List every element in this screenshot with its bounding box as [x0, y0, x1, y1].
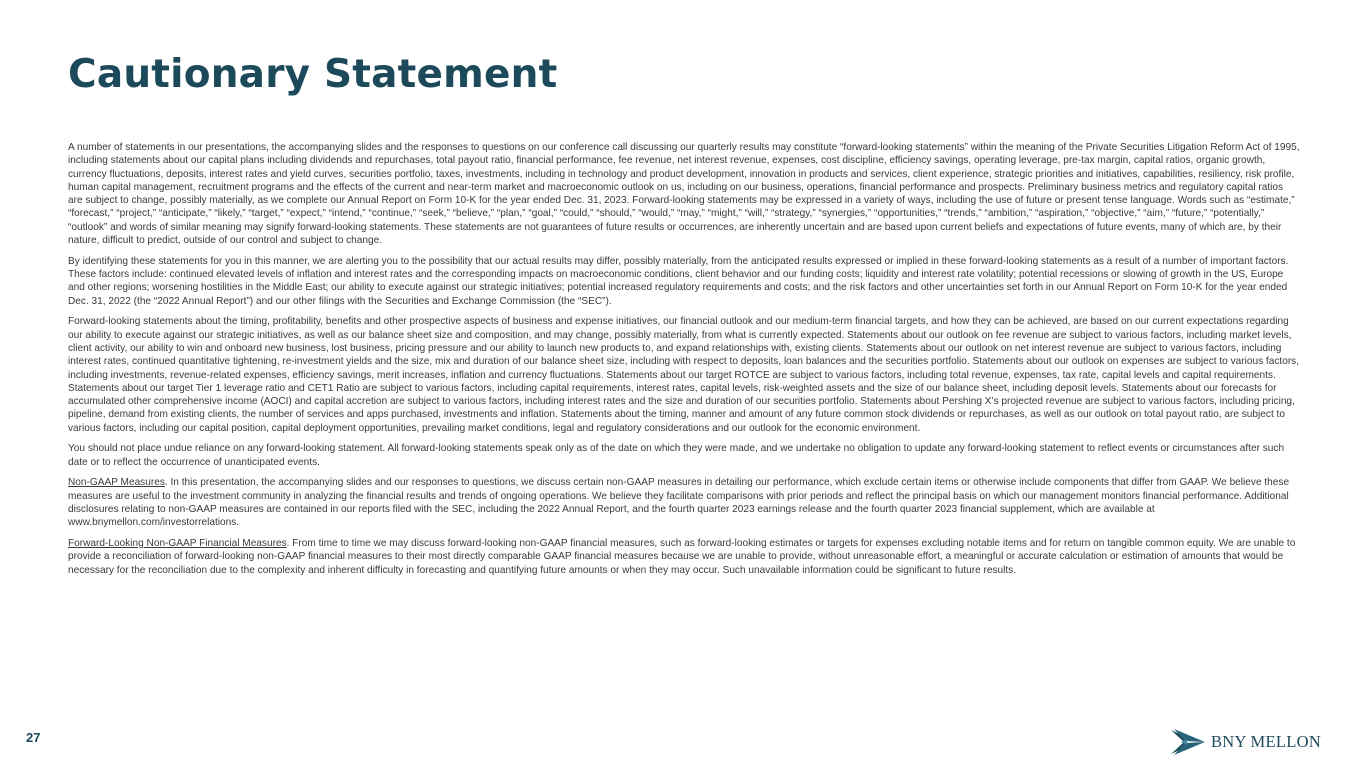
forward-non-gaap-heading: Forward-Looking Non-GAAP Financial Measures [68, 537, 287, 549]
paragraph-forward-looking: A number of statements in our presentations, the accompanying slides and the responses to questions on our conference call discussing our quarterly results may constitute “forward-looking statements” within the meaning of the Private Securities Litigation Reform Act of 1995, including statements about our capital plans including dividends and repurchases, total payout ratio, financial performance, fee revenue, net interest revenue, expenses, cost discipline, efficiency savings, operating leverage, pre-tax margin, capital ratios, organic growth, currency fluctuations, deposits, interest rates and yield curves, securities portfolio, taxes, investments, including in technology and product development, innovation in products and services, client experience, strategic priorities and initiatives, capabilities, resiliency, risk profile, human capital management, recruitment programs and the effects of the current and near-term market and macroeconomic outlook on us, including on our business, operations, financial performance and prospects. Preliminary business metrics and regulatory capital ratios are subject to change, possibly materially, as we complete our Annual Report on Form 10-K for the year ended Dec. 31, 2023. Forward-looking statements may be expressed in a variety of ways, including the use of future or present tense language. Words such as “estimate,” “forecast,” “project,” “anticipate,” “likely,” “target,” “expect,” “intend,” “continue,” “seek,” “believe,” “plan,” “goal,” “could,” “should,” “would,” “may,” “might,” “will,” “strategy,” “synergies,” “opportunities,” “trends,” “ambition,” “aspiration,” “objective,” “aim,” “future,” “potentially,” “outlook” and words of similar meaning may signify forward-looking statements. These statements are not guarantees of future results or occurrences, are inherently uncertain and are based upon current beliefs and expectations of future events, many of which are, by their nature, difficult to predict, outside of our control and subject to change. [68, 142, 1300, 247]
paragraph-risk-factors: By identifying these statements for you in this manner, we are alerting you to the possibility that our actual results may differ, possibly materially, from the anticipated results expressed or implied in these forward-looking statements as a result of a number of important factors. These factors include: continued elevated levels of inflation and interest rates and the corresponding impacts on macroeconomic conditions, client behavior and our funding costs; liquidity and interest rate volatility; potential recessions or slowing of growth in the US, Europe and other regions; worsening hostilities in the Middle East; our ability to execute against our strategic initiatives; potential increased regulatory requirements and costs; and the risk factors and other uncertainties set forth in our Annual Report on Form 10-K for the year ended Dec. 31, 2022 (the “2022 Annual Report”) and our other filings with the Securities and Exchange Commission (the “SEC”). [68, 255, 1289, 307]
logo-text: BNY MELLON [1211, 732, 1322, 751]
bny-mellon-emblem-icon [1171, 729, 1205, 755]
paragraph-forward-non-gaap [68, 537, 1300, 577]
disclaimer-body [68, 141, 1300, 584]
paragraph-non-gaap [68, 476, 1300, 529]
page-number: 27 [26, 730, 41, 745]
page-title: Cautionary Statement [68, 52, 558, 97]
forward-non-gaap-text: . From time to time we may discuss forward-looking non-GAAP financial measures, such as forward-looking estimates or targets for expenses excluding notable items and for return on tangible common equity. We are unable to provide a reconciliation of forward-looking non-GAAP financial measures to their most directly comparable GAAP financial measures because we are unable to provide, without unreasonable effort, a meaningful or accurate calculation or estimation of amounts that would be necessary for the reconciliation due to the complexity and inherent difficulty in forecasting and quantifying future amounts or when they may occur. Such unavailable information could be significant to future results. [68, 537, 1296, 576]
bny-mellon-logo [1171, 728, 1321, 756]
paragraph-outlook-factors: Forward-looking statements about the timing, profitability, benefits and other prospective aspects of business and expense initiatives, our financial outlook and our medium-term financial targets, and how they can be achieved, are based on our current expectations regarding our ability to execute against our strategic initiatives, as well as our balance sheet size and composition, and may change, possibly materially, from what is currently expected. Statements about our outlook on fee revenue are subject to various factors, including market levels, client activity, our ability to win and onboard new business, lost business, pricing pressure and our ability to launch new products to, and expand relationships with, existing clients. Statements about our outlook on net interest revenue are subject to various factors, including interest rates, continued quantitative tightening, re-investment yields and the size, mix and duration of our balance sheet size, including with respect to deposits, loan balances and the securities portfolio. Statements about our outlook on expenses are subject to various factors, including investments, revenue-related expenses, efficiency savings, merit increases, inflation and currency fluctuations. Statements about our target ROTCE are subject to various factors, including total revenue, expenses, tax rate, capital levels and capital requirements. Statements about our target Tier 1 leverage ratio and CET1 Ratio are subject to various factors, including capital requirements, interest rates, capital levels, risk-weighted assets and the size of our balance sheet, including deposit levels. Statements about our forecasts for accumulated other comprehensive income (AOCI) and capital accretion are subject to various factors, including interest rates and the size and duration of our securities portfolio. Statements about Pershing X’s projected revenue are subject to various factors, including pricing, pipeline, demand from existing clients, the number of services and apps purchased, investments and inflation. Statements about the timing, manner and amount of any future common stock dividends or repurchases, as well as our outlook on total payout ratio, are subject to various factors, including our capital position, capital deployment opportunities, prevailing market conditions, legal and regulatory considerations and our outlook for the economic environment. [68, 316, 1300, 434]
non-gaap-heading: Non-GAAP Measures [68, 477, 165, 489]
paragraph-undue-reliance: You should not place undue reliance on any forward-looking statement. All forward-looking statements speak only as of the date on which they were made, and we undertake no obligation to update any forward-looking statement to reflect events or circumstances after such date or to reflect the occurrence of unanticipated events. [68, 443, 1285, 468]
non-gaap-text: . In this presentation, the accompanying slides and our responses to questions, we discuss certain non-GAAP measures in detailing our performance, which exclude certain items or otherwise include components that differ from GAAP. We believe these measures are useful to the investment community in analyzing the financial results and trends of ongoing operations. We believe they facilitate comparisons with prior periods and reflect the principal basis on which our management monitors financial performance. Additional disclosures relating to non-GAAP measures are contained in our reports filed with the SEC, including the 2022 Annual Report, and the fourth quarter 2023 earnings release and the fourth quarter 2023 financial supplement, which are available at www.bnymellon.com/investorrelations. [68, 477, 1290, 529]
